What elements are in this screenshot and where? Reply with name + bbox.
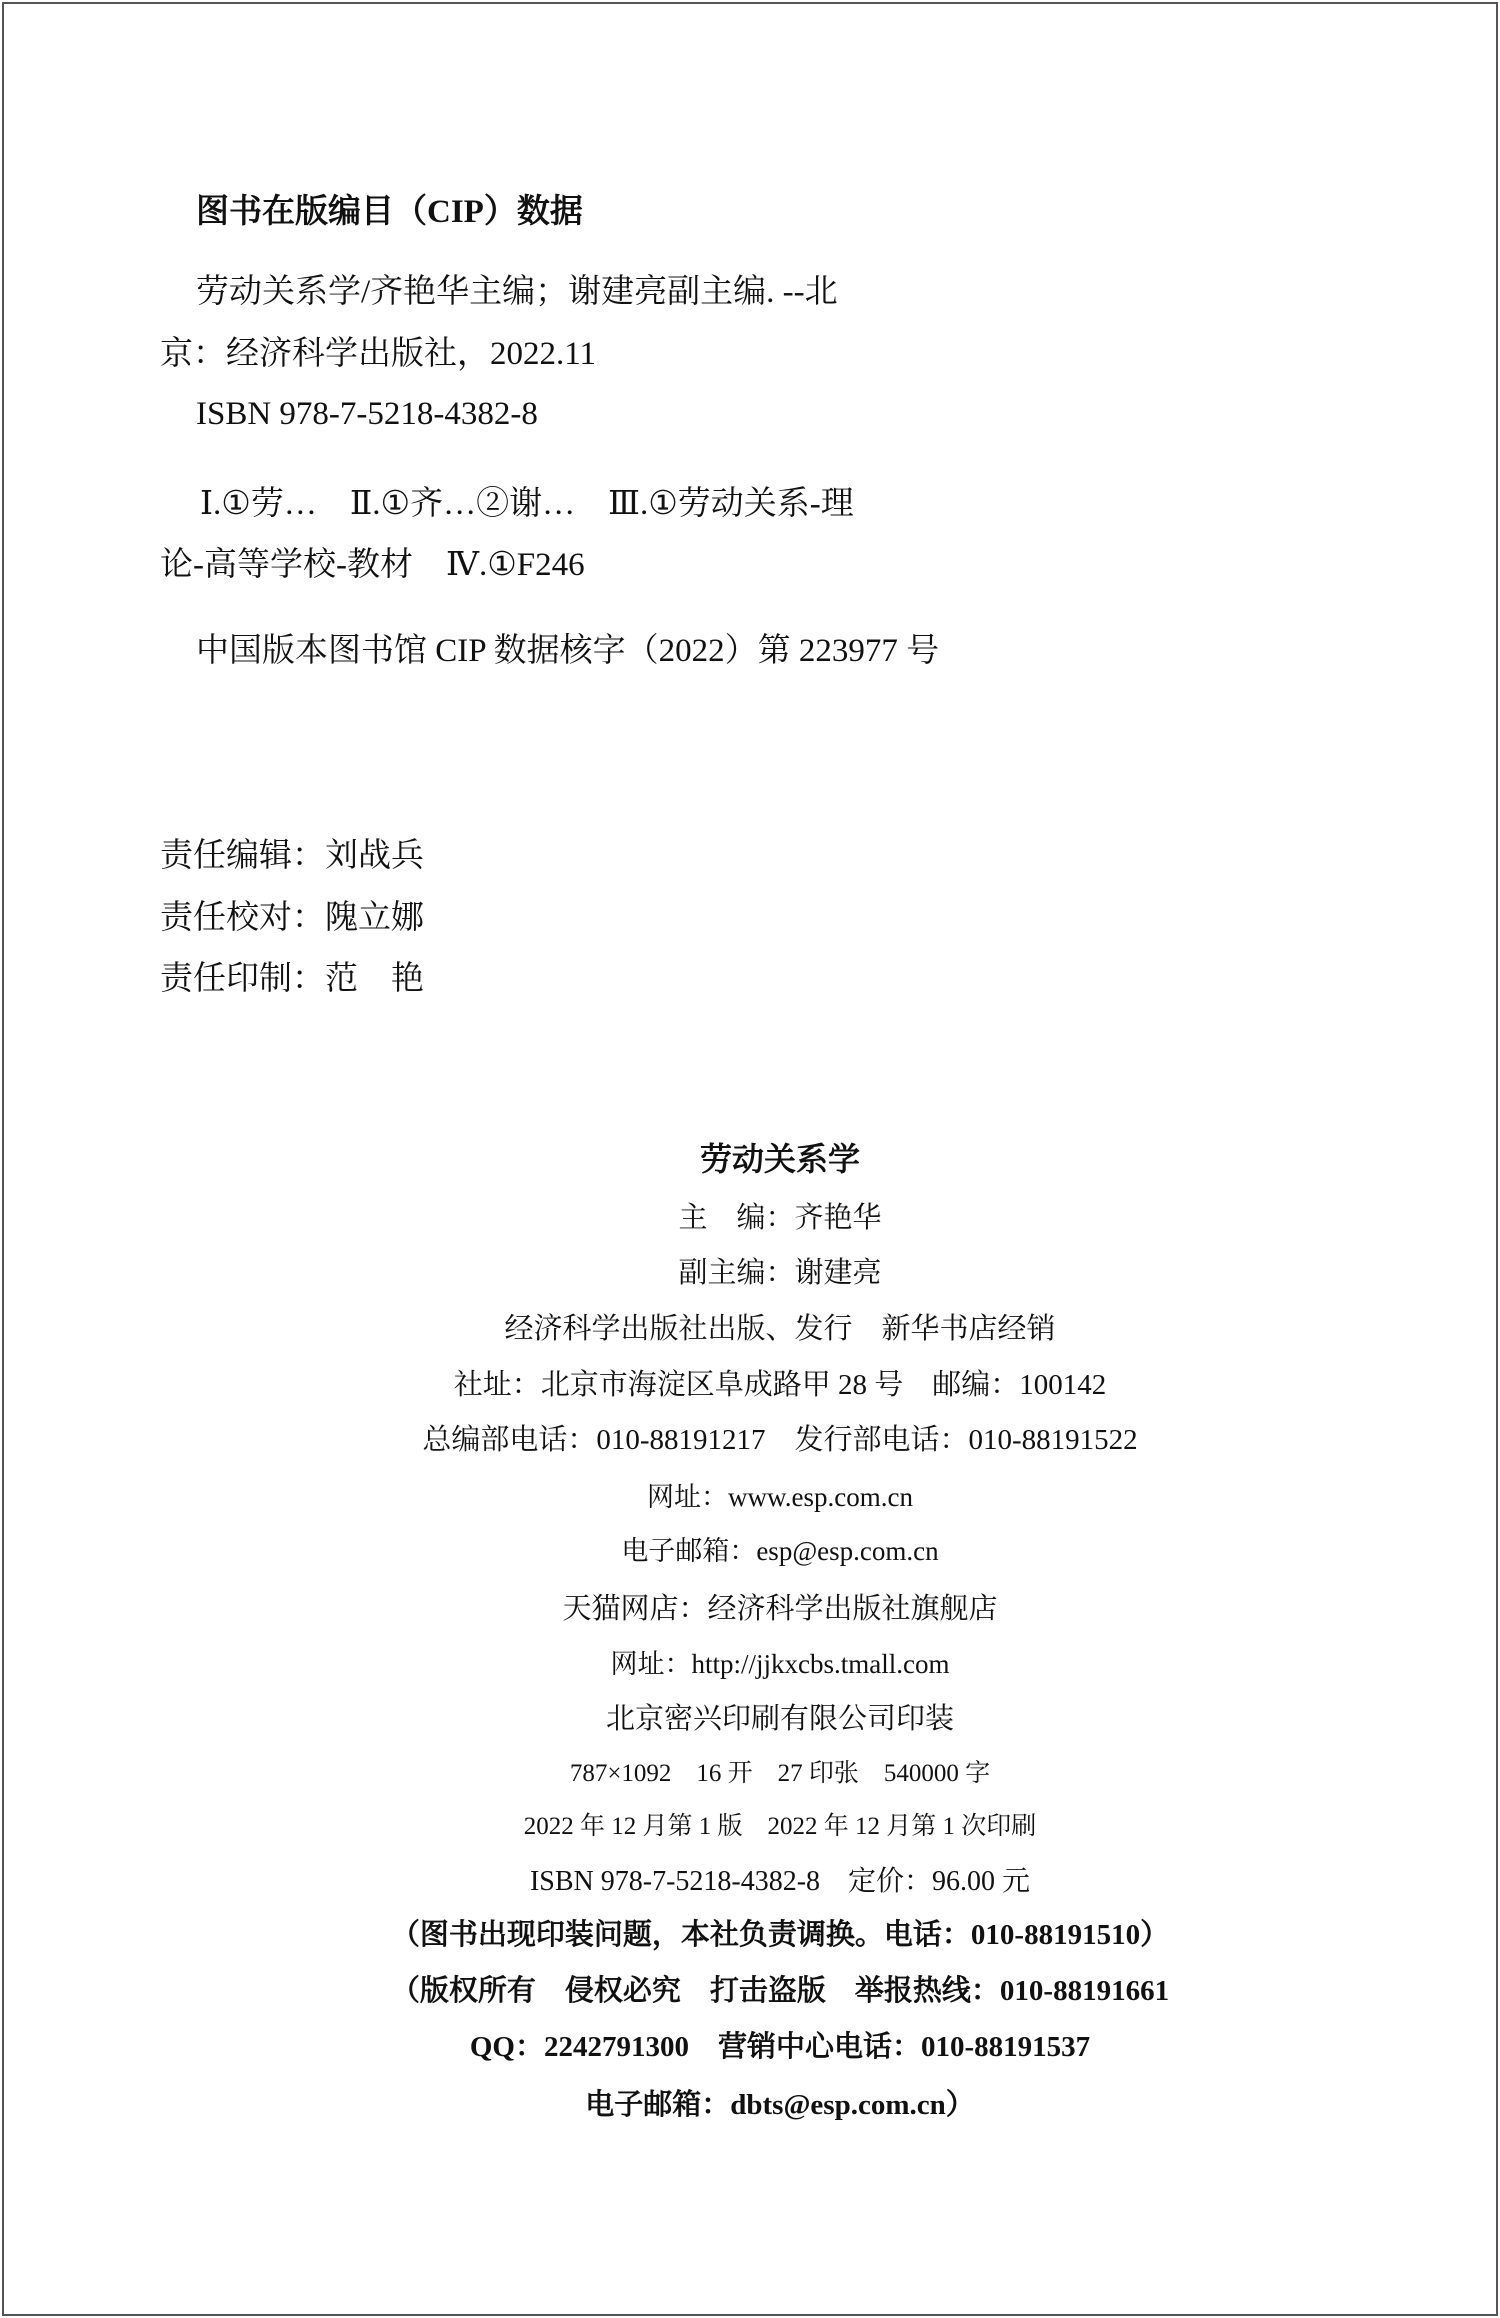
colophon-line: 天猫网店：经济科学出版社旗舰店 [562, 1593, 998, 1625]
cip-line: Ⅰ.①劳… Ⅱ.①齐…②谢… Ⅲ.①劳动关系-理 [200, 486, 854, 522]
staff-printing: 责任印制：范 艳 [160, 961, 424, 997]
colophon-line: ISBN 978-7-5218-4382-8 定价：96.00 元 [529, 1866, 1031, 1897]
colophon-line: 网址：www.esp.com.cn [647, 1482, 913, 1512]
cip-heading: 图书在版编目（CIP）数据 [196, 194, 583, 230]
colophon-line: 787×1092 16 开 27 印张 540000 字 [569, 1760, 991, 1787]
colophon-line: 社址：北京市海淀区阜成路甲 28 号 邮编：100142 [453, 1369, 1107, 1401]
colophon-title: 劳动关系学 [699, 1141, 860, 1177]
notice-line: （图书出现印装问题，本社负责调换。电话：010-88191510） [390, 1919, 1170, 1951]
cip-line: 京：经济科学出版社，2022.11 [160, 336, 597, 372]
cip-line: ISBN 978-7-5218-4382-8 [196, 396, 538, 432]
cip-line: 论-高等学校-教材 Ⅳ.①F246 [160, 547, 585, 583]
colophon-line: 2022 年 12 月第 1 版 2022 年 12 月第 1 次印刷 [523, 1813, 1037, 1840]
notice-line: QQ：2242791300 营销中心电话：010-88191537 [469, 2031, 1091, 2063]
staff-editor: 责任编辑：刘战兵 [160, 838, 424, 874]
cip-line: 中国版本图书馆 CIP 数据核字（2022）第 223977 号 [196, 633, 940, 669]
colophon-line: 经济科学出版社出版、发行 新华书店经销 [504, 1313, 1056, 1345]
staff-proofreader: 责任校对：隗立娜 [160, 900, 424, 936]
colophon-line: 电子邮箱：esp@esp.com.cn [621, 1536, 939, 1566]
colophon-line: 副主编：谢建亮 [678, 1257, 882, 1289]
colophon-line: 北京密兴印刷有限公司印装 [605, 1703, 954, 1735]
colophon-line: 网址：http://jjkxcbs.tmall.com [610, 1649, 950, 1679]
colophon-line: 主 编：齐艳华 [678, 1202, 882, 1234]
colophon-line: 总编部电话：010-88191217 发行部电话：010-88191522 [422, 1424, 1138, 1456]
cip-line: 劳动关系学/齐艳华主编；谢建亮副主编. --北 [196, 274, 838, 310]
notice-line: 电子邮箱：dbts@esp.com.cn） [585, 2089, 975, 2121]
notice-line: （版权所有 侵权必究 打击盗版 举报热线：010-88191661 [390, 1975, 1170, 2007]
